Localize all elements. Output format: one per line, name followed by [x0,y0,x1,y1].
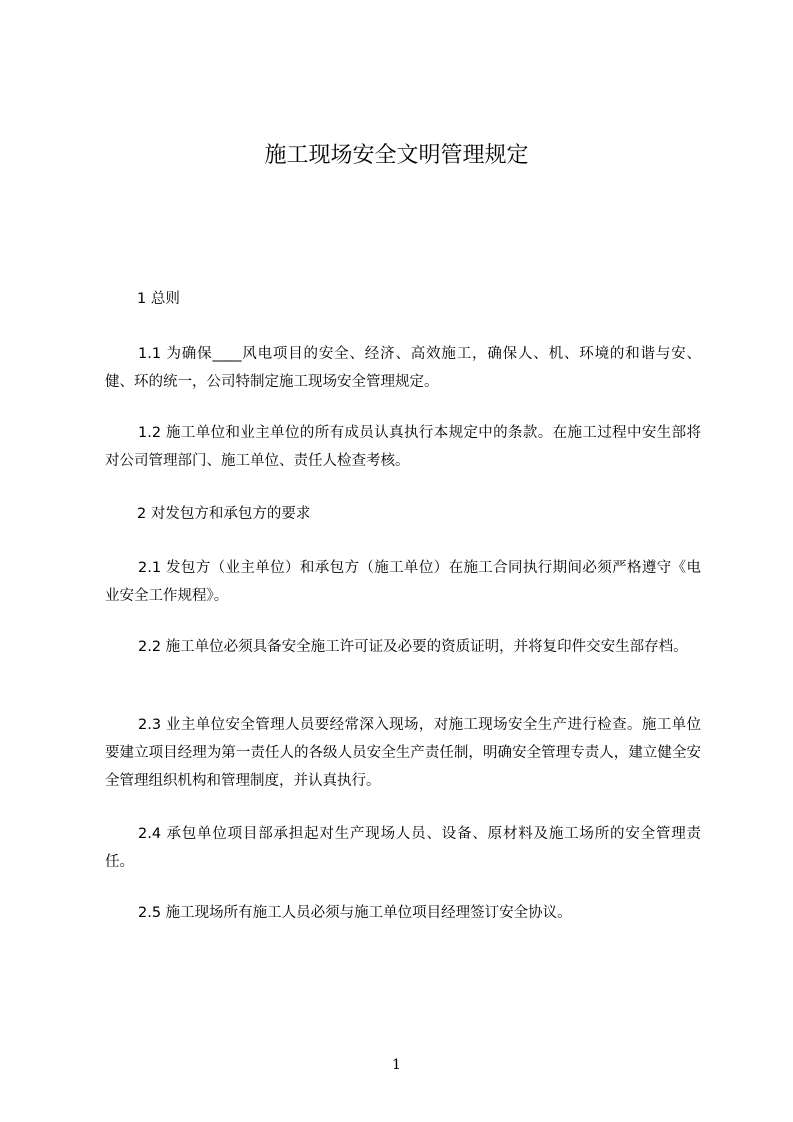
paragraph-2-5: 2.5 施工现场所有施工人员必须与施工单位项目经理签订安全协议。 [138,905,572,921]
paragraph-2-3: 2.3 业主单位安全管理人员要经常深入现场，对施工现场安全生产进行检查。施工单位要建立项目经理为第一责任人的各级人员安全生产责任制，明确安全管理专责人，建立健全安全管理组织机构和管理制度，并认真执行。 [105,717,701,789]
paragraph-2-4: 2.4 承包单位项目部承担起对生产现场人员、设备、原材料及施工场所的安全管理责任。 [105,826,701,870]
paragraph-2-1: 2.1 发包方（业主单位）和承包方（施工单位）在施工合同执行期间必须严格遵守《电业安全工作规程》。 [105,560,701,604]
section-heading-general: 1 总则 [137,291,180,307]
section-heading-requirements: 2 对发包方和承包方的要求 [137,506,311,522]
paragraph-1-1: 1.1 为确保____风电项目的安全、经济、高效施工，确保人、机、环境的和谐与安、健、环的统一，公司特制定施工现场安全管理规定。 [105,346,701,390]
paragraph-2-2: 2.2 施工单位必须具备安全施工许可证及必要的资质证明，并将复印件交安生部存档。 [138,639,688,655]
paragraph-1-2: 1.2 施工单位和业主单位的所有成员认真执行本规定中的条款。在施工过程中安生部将对公司管理部门、施工单位、责任人检查考核。 [105,425,701,469]
document-title: 施工现场安全文明管理规定 [264,143,529,168]
page-number: 1 [392,1057,401,1073]
